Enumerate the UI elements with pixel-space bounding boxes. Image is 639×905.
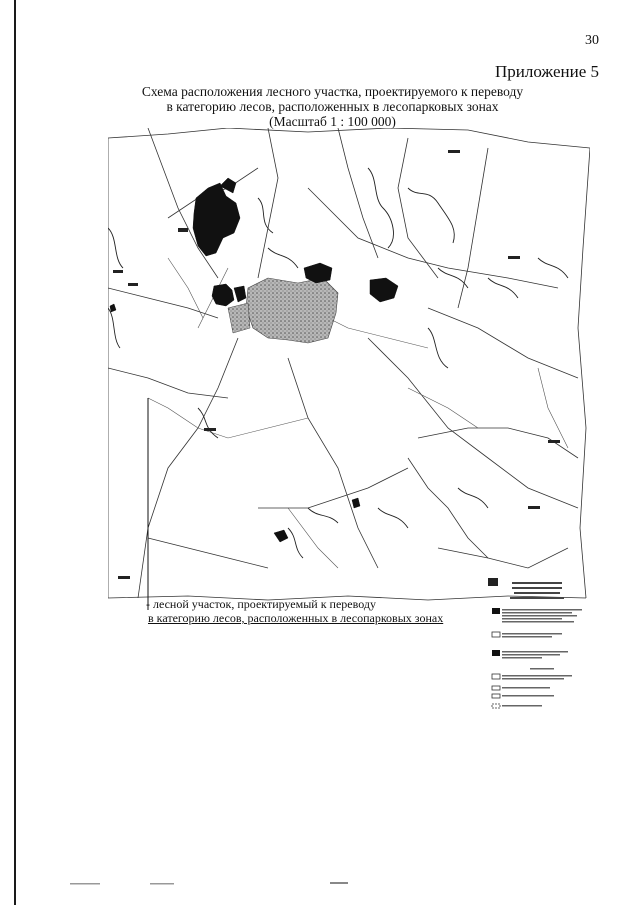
- legend-line-1: - лесной участок, проектируемый к переводу: [146, 597, 376, 611]
- page-number: 30: [585, 33, 599, 48]
- legend-description: [146, 597, 443, 625]
- title-line-1: Схема расположения лесного участка, проектируемого к переводу: [141, 84, 524, 99]
- title-line-3: (Масштаб 1 : 100 000): [269, 114, 396, 129]
- settlement-markers: [113, 150, 560, 586]
- legend-line-2: в категорию лесов, расположенных в лесопарковых зонах: [148, 611, 444, 625]
- legend-symbols: [492, 608, 582, 708]
- roads: [148, 258, 568, 588]
- document-title: [120, 84, 545, 129]
- scan-left-edge: [14, 0, 16, 905]
- proposed-forest-plots: [110, 178, 398, 542]
- map-legend-block: [490, 580, 590, 715]
- forest-fragments: [108, 168, 568, 558]
- title-line-2: в категорию лесов, расположенных в лесопарковых зонах: [166, 99, 499, 114]
- district-boundaries: [108, 128, 590, 600]
- appendix-label: Приложение 5: [495, 62, 599, 81]
- location-map: [108, 128, 590, 610]
- scan-bottom-noise: [60, 880, 580, 890]
